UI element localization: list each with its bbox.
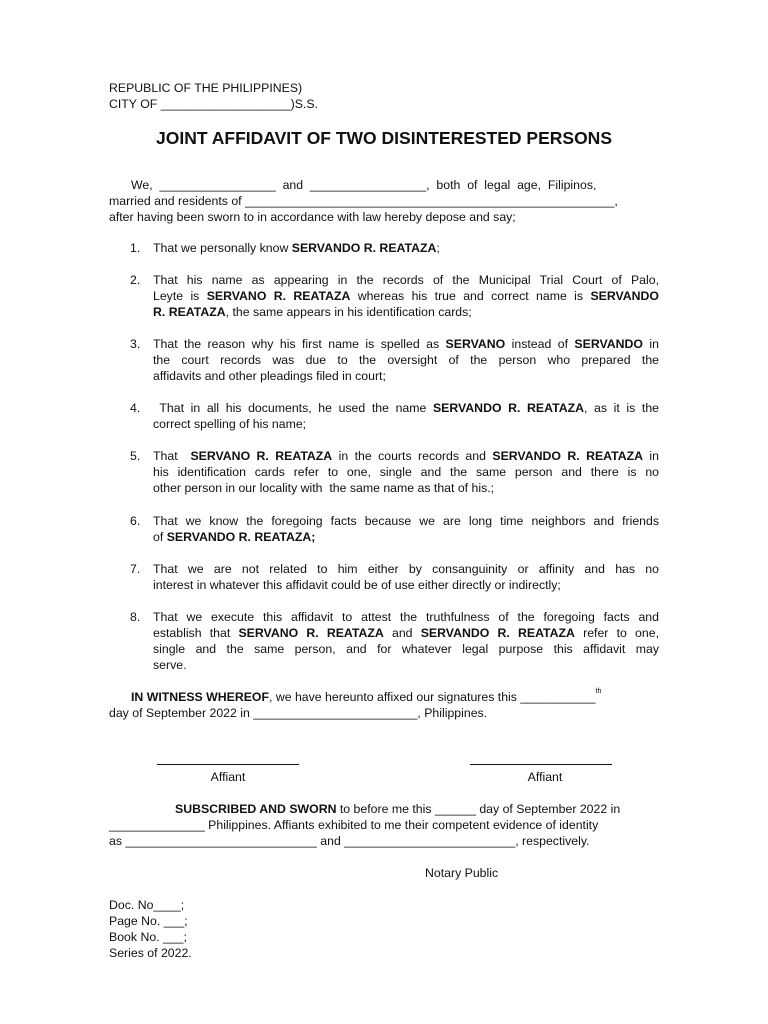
statement-name-bold: R. REATAZA [153, 305, 226, 319]
statement-segment: in [642, 337, 659, 351]
statement-segment: ; [436, 241, 440, 255]
statement-number: 5. [130, 449, 141, 463]
witness-superscript: th [595, 688, 602, 695]
statement-segment: That we execute this affidavit to attest the truthfulness of the foregoing facts and [153, 610, 659, 624]
statement-segment: in [643, 449, 659, 463]
statement-number: 3. [130, 337, 141, 351]
statement-name-bold: SERVANDO R. REATAZA [291, 241, 437, 255]
statement-line [153, 625, 659, 641]
statement-name-bold: SERVANDO [574, 337, 643, 351]
intro-line-2: married and residents of ______________________________________________________, [109, 194, 618, 208]
statement-text [153, 513, 659, 545]
statement-segment: Leyte is [153, 289, 207, 303]
witness-line-2: day of September 2022 in ________________________, Philippines. [109, 706, 488, 720]
statement-name-bold: SERVANO R. REATAZA [238, 626, 384, 640]
statement-segment: refer to one, [574, 626, 659, 640]
jurat-text: to before me this ______ day of September 2022 in [336, 802, 621, 816]
statement-name-bold: SERVANDO R. REATAZA [432, 401, 584, 415]
statement-line [153, 416, 659, 432]
statement-segment: , the same appears in his identification cards; [225, 305, 472, 319]
statement-line [153, 464, 659, 480]
page-number: Page No. ___; [109, 914, 188, 928]
jurat-line-3: as ____________________________ and _________________________, respectively. [109, 834, 590, 848]
witness-line-1 [109, 689, 601, 705]
statement-segment: That we are not related to him either by consanguinity or affinity and has no [153, 562, 659, 576]
statement-number: 4. [130, 401, 141, 415]
statement-text [153, 400, 659, 432]
jurat-heading: SUBSCRIBED AND SWORN [175, 802, 337, 816]
statement-number: 7. [130, 562, 141, 576]
statement-line [153, 240, 659, 256]
statement-segment: the court records was due to the oversight of the person who prepared the [153, 353, 659, 367]
statement-segment: That the reason why his first name is spelled as [153, 337, 446, 351]
statement-number: 1. [130, 241, 141, 255]
statement-line [153, 336, 659, 352]
statement-text [153, 609, 659, 673]
statement-line [153, 272, 659, 288]
signature-line-right [470, 764, 612, 765]
series-year: Series of 2022. [109, 946, 192, 960]
statement-line [153, 352, 659, 368]
statement-line [153, 304, 659, 320]
statement-segment: affidavits and other pleadings filed in court; [153, 369, 386, 383]
statement-segment: interest in whatever this affidavit could be of use either directly or indirectly; [153, 578, 561, 592]
statement-line [153, 448, 659, 464]
statement-text [153, 240, 659, 256]
statement-line [153, 288, 659, 304]
statement-segment: establish that [153, 626, 239, 640]
statement-line [153, 480, 659, 496]
statement-name-bold: SERVANDO R. REATAZA [420, 626, 575, 640]
statement-segment: That [153, 449, 191, 463]
statement-line [153, 657, 659, 673]
notary-public-label: Notary Public [425, 866, 499, 880]
intro-line-1-text: We, _________________ and _________________, both of legal age, Filipinos, [131, 178, 597, 192]
statement-name-bold: SERVANO R. REATAZA [190, 449, 333, 463]
statement-segment: That his name as appearing in the records of the Municipal Trial Court of Palo, [153, 273, 659, 287]
statement-segment: correct spelling of his name; [153, 417, 307, 431]
signature-line-left [157, 764, 299, 765]
statement-name-bold: SERVANDO R. REATAZA [492, 449, 643, 463]
statement-number: 2. [130, 273, 141, 287]
witness-text: , we have hereunto affixed our signatures this ___________ [269, 690, 596, 704]
intro-line-3: after having been sworn to in accordance with law hereby depose and say; [109, 210, 516, 224]
statement-line [153, 561, 659, 577]
header-republic: REPUBLIC OF THE PHILIPPINES) [109, 81, 303, 95]
header-city: CITY OF ___________________)S.S. [109, 97, 318, 111]
doc-number: Doc. No____; [109, 898, 185, 912]
statement-segment: in the courts records and [332, 449, 493, 463]
statement-text [153, 448, 659, 496]
statement-segment: whereas his true and correct name is [350, 289, 591, 303]
intro-line-1 [109, 177, 659, 193]
statement-number: 8. [130, 610, 141, 624]
statement-number: 6. [130, 514, 141, 528]
statement-line [153, 400, 659, 416]
statement-line [153, 368, 659, 384]
statement-line [153, 577, 659, 593]
statement-line [153, 609, 659, 625]
statement-segment: his identification cards refer to one, single and the same person and there is no [153, 465, 659, 479]
statement-text [153, 272, 659, 320]
statement-name-bold: SERVANDO [590, 289, 659, 303]
statement-line [153, 513, 659, 529]
statement-segment: of [153, 530, 167, 544]
statement-segment: instead of [505, 337, 575, 351]
statement-segment: single and the same person, and for whatever legal purpose this affidavit may [153, 642, 659, 656]
statement-name-bold: SERVANO R. REATAZA [206, 289, 351, 303]
statement-segment: , as it is the [583, 401, 659, 415]
affiant-label-left: Affiant [210, 770, 246, 784]
document-title: JOINT AFFIDAVIT OF TWO DISINTERESTED PERSONS [156, 128, 612, 148]
statement-name-bold: SERVANDO R. REATAZA; [166, 530, 316, 544]
affiant-label-right: Affiant [527, 770, 563, 784]
jurat-line-1 [109, 801, 620, 817]
statement-line [153, 641, 659, 657]
book-number: Book No. ___; [109, 930, 187, 944]
statement-segment: and [383, 626, 421, 640]
statement-segment: That in all his documents, he used the name [153, 401, 433, 415]
statement-segment: That we personally know [153, 241, 292, 255]
statement-segment: serve. [153, 658, 187, 672]
statement-segment: That we know the foregoing facts because we are long time neighbors and friends [153, 514, 659, 528]
statement-line [153, 529, 659, 545]
statement-text [153, 561, 659, 593]
statement-name-bold: SERVANO [445, 337, 506, 351]
statement-text [153, 336, 659, 384]
jurat-line-2: ______________ Philippines. Affiants exhibited to me their competent evidence of identity [109, 818, 599, 832]
statement-segment: other person in our locality with the same name as that of his.; [153, 481, 495, 495]
witness-heading: IN WITNESS WHEREOF [131, 690, 269, 704]
